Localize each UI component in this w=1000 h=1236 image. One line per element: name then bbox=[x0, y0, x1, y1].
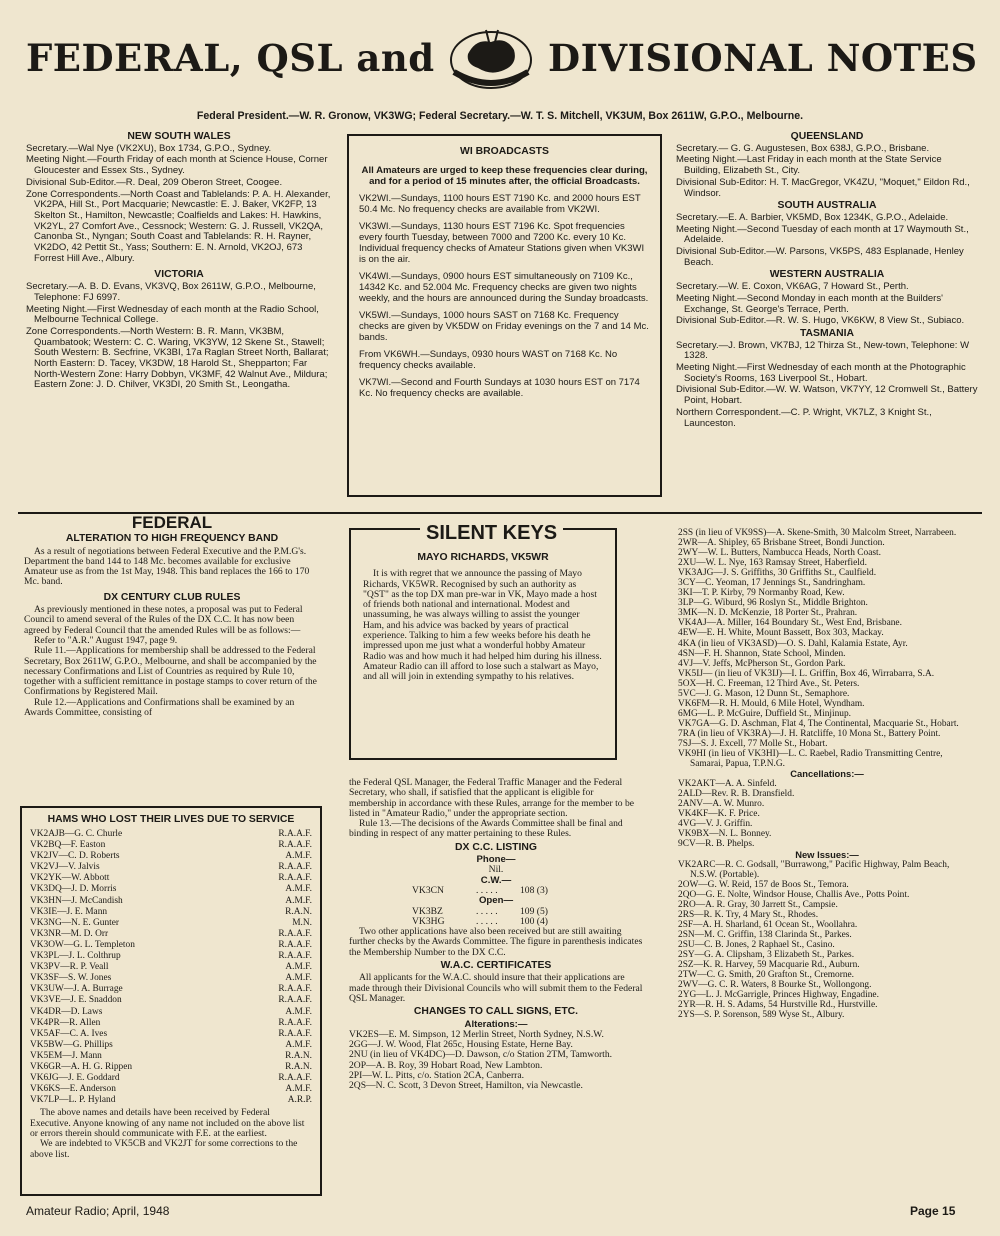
call-change-entry: VK3AJG—J. S. Griffiths, 30 Griffiths St., Caulfield. bbox=[678, 568, 877, 579]
vic-meeting: Meeting Night.—First Wednesday of each month at the Radio School, Melbourne Technical College. bbox=[26, 303, 319, 326]
ham-row bbox=[30, 851, 312, 862]
ham-row bbox=[30, 873, 312, 884]
call-change-entry: 4SN—F. H. Shannon, State School, Minden. bbox=[678, 648, 846, 659]
new-issue-entry: 2YR—R. H. S. Adams, 54 Hurstville Rd., Hurstville. bbox=[678, 1000, 878, 1011]
ham-service: R.A.A.F. bbox=[278, 951, 312, 962]
wa-secretary: Secretary.—W. E. Coxon, VK6AG, 7 Howard St., Perth. bbox=[676, 281, 909, 293]
vic-zones: Zone Correspondents.—North Western: B. R. Mann, VK3BM, Quambatook; Western: C. C. Waring, VK3YW, 12 Skene St., Stawell; South Western: B. Secfrine, VK3BI, 17a Raglan Street North, Ballarat; North Eastern: D. Tacey, VK3DW, 18 Harold St., Shepparton; Far North-Western Zone: Harry Dobbyn, VK3MF, 42 Walnut Ave., Mildura; Eastern Zone: J. D. Chilver, VK3DI, 20 Smith St., Leongatha. bbox=[26, 325, 329, 391]
federal-heading: FEDERAL bbox=[131, 513, 213, 532]
hams-list bbox=[30, 829, 312, 1106]
ham-service: R.A.A.F. bbox=[278, 873, 312, 884]
hams-heading: HAMS WHO LOST THEIR LIVES DUE TO SERVICE bbox=[47, 814, 295, 825]
hams-memorial-box bbox=[20, 806, 322, 1196]
ham-service: A.M.F. bbox=[285, 1006, 312, 1017]
call-change-entry: 4EW—E. H. White, Mount Bassett, Box 303, Mackay. bbox=[678, 628, 884, 639]
ham-name: VK3VE—J. E. Snaddon bbox=[30, 995, 122, 1006]
new-issue-entry: 2SF—A. H. Sharland, 61 Ocean St., Woollahra. bbox=[678, 919, 858, 930]
ham-row bbox=[30, 1073, 312, 1084]
phone-nil: Nil. bbox=[488, 864, 504, 876]
wi-vk7: VK7WI.—Second and Fourth Sundays at 1030 hours EST on 7174 Kc. No frequency checks are available. bbox=[359, 377, 640, 399]
open-label: Open— bbox=[478, 895, 514, 907]
ham-name: VK5EM—J. Mann bbox=[30, 1050, 102, 1061]
nsw-subeditor: Divisional Sub-Editor.—R. Deal, 209 Oberon Street, Coogee. bbox=[26, 176, 283, 188]
call-change-entry: VK5IJ— (in lieu of VK3IJ)—I. L. Griffin, Box 46, Wirrabarra, S.A. bbox=[678, 668, 935, 679]
ham-service: R.A.A.F. bbox=[278, 829, 312, 839]
call-change-entry: VK4AJ—A. Miller, 164 Boundary St., West End, Brisbane. bbox=[678, 618, 902, 629]
federal-column bbox=[24, 513, 320, 719]
ham-name: VK2AJB—G. C. Churle bbox=[30, 829, 123, 839]
ham-service: A.R.P. bbox=[287, 1095, 312, 1106]
ham-name: VK3DQ—J. D. Morris bbox=[30, 884, 117, 895]
wi-vk3: VK3WI.—Sundays, 1130 hours EST 7196 Kc. Spot frequencies every fourth Tuesday, between 7000 and 7200 Kc. every 10 Kc. Individual frequency checks of Amateur Stations given when VK3WI is on the air. bbox=[359, 221, 645, 265]
wa-heading: WESTERN AUSTRALIA bbox=[769, 269, 885, 281]
footer-page-number: Page 15 bbox=[910, 1204, 956, 1218]
ham-row bbox=[30, 1018, 312, 1029]
ham-row bbox=[30, 984, 312, 995]
ham-row bbox=[30, 907, 312, 918]
sa-subeditor: Divisional Sub-Editor.—W. Parsons, VK5PS, 483 Esplanade, Henley Beach. bbox=[676, 246, 964, 268]
ham-row bbox=[30, 1040, 312, 1051]
tas-northern: Northern Correspondent.—C. P. Wright, VK7LZ, 3 Knight St., Launceston. bbox=[676, 406, 932, 429]
call-change-entry: 6MG—L. P. McGuire, Duffield St., Minjinup. bbox=[678, 708, 852, 719]
hf-band-heading: ALTERATION TO HIGH FREQUENCY BAND bbox=[65, 533, 279, 545]
cancellation-entry: VK2AKT—A. A. Sinfeld. bbox=[678, 779, 777, 790]
dxcc-intro: As previously mentioned in these notes, a proposal was put to Federal Council to amend several of the Rules of the DX C.C. It has now been agreed by Federal Council that the amended Rules will be as follows:— bbox=[24, 604, 303, 636]
title-left: FEDERAL, QSL and bbox=[26, 36, 435, 80]
tas-heading: TASMANIA bbox=[799, 327, 855, 339]
ham-service: A.M.F. bbox=[285, 1084, 312, 1095]
wireless-institute-emblem-icon bbox=[446, 24, 536, 94]
wi-vk4: VK4WI.—Sundays, 0900 hours EST simultaneously on 7109 Kc., 14342 Kc. and 52.004 Mc. Frequency checks are given two nights weekly, and the hours are announced during the Sunday broadcasts. bbox=[359, 271, 649, 304]
vic-heading: VICTORIA bbox=[154, 269, 204, 281]
call-change-entry: 3LP—G. Wiburd, 96 Roslyn St., Middle Brighton. bbox=[678, 598, 868, 609]
ham-row bbox=[30, 1062, 312, 1073]
hf-band-text: As a result of negotiations between Federal Executive and the P.M.G's. Department the band 144 to 148 Mc. becomes available for exclusive Amateur use as from the 1st May, 1948. This band replaces the 166 to 170 Mc. band. bbox=[24, 545, 310, 588]
rule-13: Rule 13.—The decisions of the Awards Committee shall be final and binding in respect of any matter pertaining to these Rules. bbox=[349, 818, 623, 840]
nsw-meeting: Meeting Night.—Fourth Friday of each month at Science House, Corner Gloucester and Essex Sts., Sydney. bbox=[26, 154, 328, 177]
silent-keys-heading: SILENT KEYS bbox=[420, 522, 563, 545]
wac-heading: W.A.C. CERTIFICATES bbox=[440, 960, 552, 972]
ham-name: VK5BW—G. Phillips bbox=[30, 1039, 113, 1050]
wi-intro: All Amateurs are urged to keep these frequencies clear during, and for a period of 15 minutes after, the official Broadcasts. bbox=[361, 165, 648, 187]
call-change-entry: 2WR—A. Shipley, 65 Brisbane Street, Bondi Junction. bbox=[678, 538, 885, 549]
ham-service: R.A.A.F. bbox=[278, 984, 312, 995]
ham-name: VK2VJ—V. Jalvis bbox=[30, 862, 100, 873]
ham-row bbox=[30, 962, 312, 973]
new-issue-entry: VK2ARC—R. C. Godsall, "Burrawong," Pacific Highway, Palm Beach, N.S.W. (Portable). bbox=[678, 859, 950, 880]
ham-name: VK6JG—J. E. Goddard bbox=[30, 1073, 120, 1084]
ham-row bbox=[30, 1095, 312, 1106]
hams-note-2: We are indebted to VK5CB and VK2JT for some corrections to the above list. bbox=[30, 1138, 298, 1160]
alteration-entry: 2OP—A. B. Roy, 39 Hobart Road, New Lambton. bbox=[349, 1059, 543, 1071]
ham-name: VK6KS—E. Anderson bbox=[30, 1084, 116, 1095]
ham-name: VK3OW—G. L. Templeton bbox=[30, 939, 135, 950]
new-issue-entry: 2TW—C. G. Smith, 20 Grafton St., Cremorne. bbox=[678, 970, 855, 981]
dx-call: VK3CN bbox=[412, 884, 444, 896]
ham-row bbox=[30, 1051, 312, 1062]
ham-service: R.A.N. bbox=[285, 906, 312, 917]
dx-score: 100 (4) bbox=[520, 915, 548, 927]
ham-name: VK2BQ—F. Easton bbox=[30, 840, 106, 851]
call-change-entry: VK6FM—R. H. Mould, 6 Mile Hotel, Wyndham. bbox=[678, 698, 865, 709]
wi-heading: WI BROADCASTS bbox=[460, 146, 549, 157]
alteration-entry: 2GG—J. W. Wood, Flat 265c, Housing Estate, Herne Bay. bbox=[349, 1039, 573, 1051]
alteration-entry: 2PI—W. L. Pitts, c/o. Station 2CA, Canberra. bbox=[349, 1070, 524, 1082]
ham-name: VK7LP—L. P. Hyland bbox=[30, 1095, 116, 1106]
ham-name: VK3PL—J. L. Colthrup bbox=[30, 951, 121, 962]
ham-name: VK2YK—W. Abbott bbox=[30, 873, 110, 884]
nsw-secretary: Secretary.—Wal Nye (VK2XU), Box 1734, G.P.O., Sydney. bbox=[26, 142, 272, 154]
wa-subeditor: Divisional Sub-Editor.—R. W. S. Hugo, VK6KW, 8 View St., Subiaco. bbox=[676, 315, 965, 327]
dx-call: VK3BZ bbox=[412, 905, 443, 917]
new-issue-entry: 2SN—M. C. Griffin, 138 Clarinda St., Parkes. bbox=[678, 929, 852, 940]
ham-row bbox=[30, 1084, 312, 1095]
nsw-vic-column bbox=[26, 130, 332, 392]
dxcc-rule-12: Rule 12.—Applications and Confirmations shall be examined by an Awards Committee, consisting of bbox=[24, 696, 295, 719]
footer-publication: Amateur Radio; April, 1948 bbox=[26, 1204, 170, 1218]
sa-heading: SOUTH AUSTRALIA bbox=[777, 200, 877, 212]
tas-subeditor: Divisional Sub-Editor.—W. W. Watson, VK7YY, 12 Cromwell St., Battery Point, Hobart. bbox=[676, 384, 978, 407]
ham-name: VK4PR—R. Allen bbox=[30, 1017, 101, 1028]
ham-row bbox=[30, 840, 312, 851]
wi-vk6: From VK6WH.—Sundays, 0930 hours WAST on 7168 Kc. No frequency checks available. bbox=[359, 349, 618, 371]
qld-heading: QUEENSLAND bbox=[790, 131, 864, 142]
call-change-entry: 2XU—W. L. Nye, 163 Ramsay Street, Haberfield. bbox=[678, 558, 867, 569]
ham-row bbox=[30, 862, 312, 873]
ham-row bbox=[30, 1029, 312, 1040]
call-change-entry: VK9HI (in lieu of VK3HI)—L. C. Raebel, Radio Transmitting Centre, Samarai, Papua, T.P.N.G. bbox=[678, 749, 943, 770]
ham-service: R.A.A.F. bbox=[278, 840, 312, 851]
qld-meeting: Meeting Night.—Last Friday in each month at the State Service Building, Elizabeth St., City. bbox=[676, 154, 942, 177]
dxcc-refer: Refer to "A.R." August 1947, page 9. bbox=[34, 634, 178, 646]
wa-meeting: Meeting Night.—Second Monday in each month at the Builders' Exchange, St. George's Terrace, Perth. bbox=[676, 292, 943, 315]
ham-row bbox=[30, 929, 312, 940]
call-change-entry: 5VC—J. G. Mason, 12 Dunn St., Semaphore. bbox=[678, 688, 850, 699]
ham-service: R.A.N. bbox=[285, 1050, 312, 1061]
new-issue-entry: 2YG—L. J. McGarrigle, Princes Highway, Engadine. bbox=[678, 990, 879, 1001]
tas-secretary: Secretary.—J. Brown, VK7BJ, 12 Thirza St., New-town, Telephone: W 1328. bbox=[676, 339, 970, 362]
new-issue-entry: 2SU—C. B. Jones, 2 Raphael St., Casino. bbox=[678, 939, 835, 950]
ham-row bbox=[30, 995, 312, 1006]
dx-row: VK3CN . . . . . 108 (3) bbox=[349, 886, 643, 896]
ham-name: VK5AF—C. A. Ives bbox=[30, 1028, 108, 1039]
cancellation-entry: 2ANV—A. W. Munro. bbox=[678, 799, 765, 810]
vic-secretary: Secretary.—A. B. D. Evans, VK3VQ, Box 2611W, G.P.O., Melbourne, Telephone: FJ 6997. bbox=[26, 281, 316, 303]
new-issue-entry: 2RS—R. K. Try, 4 Mary St., Rhodes. bbox=[678, 909, 819, 920]
ham-service: R.A.A.F. bbox=[278, 1028, 312, 1039]
ham-row bbox=[30, 884, 312, 895]
ham-service: R.A.A.F. bbox=[278, 1017, 312, 1028]
ham-service: M.N. bbox=[292, 917, 312, 928]
cancellation-entry: 4VG—V. J. Griffin. bbox=[678, 819, 753, 830]
ham-name: VK3NR—M. D. Orr bbox=[30, 928, 109, 939]
dx-call: VK3HG bbox=[412, 915, 445, 927]
ham-name: VK3HN—J. McCandish bbox=[30, 895, 123, 906]
call-change-entry: VK7GA—G. D. Aschman, Flat 4, The Continental, Macquarie St., Hobart. bbox=[678, 718, 959, 729]
ham-row bbox=[30, 951, 312, 962]
wi-broadcasts-box bbox=[347, 134, 662, 497]
cancellation-entry: 2ALD—Rev. R. B. Dransfield. bbox=[678, 789, 795, 800]
call-change-entry: 7RA (in lieu of VK3RA)—J. H. Ratcliffe, 10 Mona St., Battery Point. bbox=[678, 728, 941, 739]
ham-row bbox=[30, 896, 312, 907]
ham-name: VK6GR—A. H. G. Rippen bbox=[30, 1061, 133, 1072]
dx-listing-heading: DX C.C. LISTING bbox=[455, 841, 537, 853]
wi-vk2: VK2WI.—Sundays, 1100 hours EST 7190 Kc. and 2000 hours EST 50.4 Mc. No frequency checks are available from VK2WI. bbox=[359, 193, 641, 215]
silent-keys-text: It is with regret that we announce the passing of Mayo Richards, VK5WR. Recognised by such an authority as "QST" as the top DX man pre-war in VK, Mayo made a host of friends both national and international. Modest and unassuming, he was always willing to assist the younger Ham, and his advice was backed by years of practical experience. Talking to him a few weeks before his death he impressed upon me just what a wonderful hobby Amateur Radio was and how much it had helped him during his illness. Amateur Radio can ill afford to lose such a stalwart as Mayo, and all will join in extending sympathy to his relatives. bbox=[363, 568, 602, 683]
call-signs-column bbox=[678, 528, 976, 1020]
alteration-entry: 2QS—N. C. Scott, 3 Devon Street, Hamilton, via Newcastle. bbox=[349, 1080, 583, 1092]
new-issues-label: New Issues:— bbox=[795, 848, 859, 860]
dx-row: VK3BZ . . . . . 109 (5) bbox=[349, 907, 643, 917]
ham-name: VK3UW—J. A. Burrage bbox=[30, 984, 123, 995]
new-issue-entry: 2SZ—K. R. Harvey, 59 Macquarie Rd., Auburn. bbox=[678, 960, 860, 971]
ham-service: R.A.A.F. bbox=[278, 995, 312, 1006]
call-changes-heading: CHANGES TO CALL SIGNS, ETC. bbox=[413, 1006, 579, 1018]
ham-service: R.A.A.F. bbox=[278, 939, 312, 950]
ham-service: A.M.F. bbox=[285, 962, 312, 973]
ham-service: R.A.A.F. bbox=[278, 862, 312, 873]
cancellation-entry: VK9BX—N. L. Bonney. bbox=[678, 829, 772, 840]
title-right: DIVISIONAL NOTES bbox=[548, 36, 978, 80]
new-issue-entry: 2OW—G. W. Reid, 157 de Boos St., Temora. bbox=[678, 879, 849, 890]
ham-name: VK3SF—S. W. Jones bbox=[30, 973, 112, 984]
dxcc-rule-11: Rule 11.—Applications for membership shall be addressed to the Federal Secretary, Box 2611W, G.P.O., Melbourne, and shall be accompanied by the necessary Confirmations and List of Countries as required by Rule 10, together with a sufficient remittance in postage stamps to cover return of the Confirmations by Registered Mail. bbox=[24, 645, 317, 698]
new-issue-entry: 2SY—G. A. Clipsham, 3 Elizabeth St., Parkes. bbox=[678, 949, 855, 960]
cancellation-entry: 9CV—R. B. Phelps. bbox=[678, 839, 755, 850]
dx-score: 108 (3) bbox=[520, 884, 548, 896]
wac-text: All applicants for the W.A.C. should insure that their applications are made through their Divisional Councils who will submit them to the Federal QSL Manager. bbox=[349, 972, 643, 1004]
tas-meeting: Meeting Night.—First Wednesday of each month at the Photographic Society's Rooms, 163 Liverpool St., Hobart. bbox=[676, 362, 966, 384]
ham-name: VK3NG—N. E. Gunter bbox=[30, 917, 120, 928]
alterations-label: Alterations:— bbox=[464, 1018, 528, 1030]
ham-service: A.M.F. bbox=[285, 851, 312, 862]
states-column bbox=[676, 130, 978, 430]
new-issue-entry: 2YS—S. P. Sorenson, 589 Wyse St., Albury. bbox=[678, 1010, 845, 1021]
alteration-entry: VK2ES—E. M. Simpson, 12 Merlin Street, North Sydney, N.S.W. bbox=[349, 1028, 604, 1040]
ham-row bbox=[30, 829, 312, 840]
call-change-entry: 2SS (in lieu of VK9SS)—A. Skene-Smith, 30 Malcolm Street, Narrabeen. bbox=[678, 528, 957, 538]
nsw-zones: Zone Correspondents.—North Coast and Tablelands: P. A. H. Alexander, VK2PA, Hill St., Port Macquarie; Newcastle: E. J. Baker, VK2FP, 13 Skelton St., Hamilton, Newcastle; Coalfields and Lakes: H. Hawkins, VK2YL, 27 Comfort Ave., Cessnock; Western: G. J. Russell, VK2QA, Canonba St., Nyngan; South Coast and Tablelands: R. H. Rayner, VK2DO, 42 Pettit St., Yass; Southern: E. N. Arnold, VK2OJ, 673 Forrest Hill Ave., Albury. bbox=[26, 188, 331, 264]
alteration-entry: 2NU (in lieu of VK4DC)—D. Dawson, c/o Station 2TM, Tamworth. bbox=[349, 1049, 613, 1061]
cw-label: C.W.— bbox=[480, 874, 512, 886]
call-change-entry: 3MK—N. D. McKenzie, 18 Porter St., Prahran. bbox=[678, 608, 858, 619]
ham-service: R.A.A.F. bbox=[278, 928, 312, 939]
ham-name: VK3PV—R. P. Veall bbox=[30, 962, 109, 973]
dx-note: Two other applications have also been received but are still awaiting further checks by the Awards Committee. The figure in parenthesis indicates the Membership Number to the DX C.C. bbox=[349, 926, 643, 958]
ham-row bbox=[30, 1007, 312, 1018]
dx-score: 109 (5) bbox=[520, 905, 548, 917]
new-issue-entry: 2WV—G. C. R. Waters, 8 Bourke St., Wollongong. bbox=[678, 980, 872, 991]
ham-service: R.A.N. bbox=[285, 1061, 312, 1072]
sa-secretary: Secretary.—E. A. Barbier, VK5MD, Box 1234K, G.P.O., Adelaide. bbox=[676, 211, 949, 223]
rule-12-cont: the Federal QSL Manager, the Federal Traffic Manager and the Federal Secretary, who shall, if satisfied that the applicant is eligible for membership in accordance with these Rules, arrange for the member to be listed in "Amateur Radio," under the appropriate section. bbox=[349, 777, 635, 819]
ham-row bbox=[30, 918, 312, 929]
ham-service: A.M.F. bbox=[285, 884, 312, 895]
silent-keys-box bbox=[349, 528, 617, 760]
cancellation-entry: VK4KF—K. F. Price. bbox=[678, 809, 760, 820]
cancellations-label: Cancellations:— bbox=[790, 768, 864, 780]
qld-secretary: Secretary.— G. G. Augustesen, Box 638J, G.P.O., Brisbane. bbox=[676, 142, 930, 154]
ham-service: A.M.F. bbox=[285, 895, 312, 906]
call-change-entry: 4VJ—V. Jeffs, McPherson St., Gordon Park. bbox=[678, 658, 846, 669]
dx-row: VK3HG . . . . . 100 (4) bbox=[349, 917, 643, 927]
nsw-heading: NEW SOUTH WALES bbox=[127, 131, 231, 142]
silent-keys-subheading: MAYO RICHARDS, VK5WR bbox=[417, 552, 549, 563]
ham-row bbox=[30, 973, 312, 984]
call-change-entry: 5OX—H. C. Freeman, 12 Third Ave., St. Peters. bbox=[678, 678, 860, 689]
dxcc-rules-heading: DX CENTURY CLUB RULES bbox=[103, 591, 241, 603]
ham-service: A.M.F. bbox=[285, 1039, 312, 1050]
wi-vk5: VK5WI.—Sundays, 1000 hours SAST on 7168 Kc. Frequency checks are given by VK5DW on Friday evenings on the 7 and 14 Mc. bands. bbox=[359, 310, 649, 343]
middle-column bbox=[349, 778, 643, 1092]
call-change-entry: 3CY—C. Yeoman, 17 Jennings St., Sandringham. bbox=[678, 578, 866, 589]
call-change-entry: 7SJ—S. J. Excell, 77 Molle St., Hobart. bbox=[678, 738, 828, 749]
ham-service: R.A.A.F. bbox=[278, 1073, 312, 1084]
ham-name: VK3IE—J. E. Mann bbox=[30, 906, 108, 917]
call-change-entry: 2WY—W. L. Butters, Nambucca Heads, North Coast. bbox=[678, 548, 881, 559]
ham-service: A.M.F. bbox=[285, 973, 312, 984]
hams-note-1: The above names and details have been received by Federal Executive. Anyone knowing of any name not included on the above list or errors therein should communicate with F.E. at the earliest. bbox=[30, 1107, 305, 1139]
ham-name: VK4DR—D. Laws bbox=[30, 1006, 103, 1017]
qld-subeditor: Divisional Sub-Editor: H. T. MacGregor, VK4ZU, "Moquet," Eildon Rd., Windsor. bbox=[676, 176, 970, 199]
phone-label: Phone— bbox=[476, 854, 516, 866]
new-issue-entry: 2QO—G. E. Nolte, Windsor House, Challis Ave., Potts Point. bbox=[678, 889, 910, 900]
ham-row bbox=[30, 940, 312, 951]
ham-name: VK2JV—C. D. Roberts bbox=[30, 851, 120, 862]
call-change-entry: 3KI—T. P. Kirby, 79 Normanby Road, Kew. bbox=[678, 588, 845, 599]
call-change-entry: 4KA (in lieu of VK3ASD)—O. S. Dahl, Kalamia Estate, Ayr. bbox=[678, 638, 908, 649]
new-issue-entry: 2RO—A. R. Gray, 30 Jarrett St., Campsie. bbox=[678, 899, 838, 910]
federal-officers-line: Federal President.—W. R. Gronow, VK3WG; Federal Secretary.—W. T. S. Mitchell, VK3UM, Box 2611W, G.P.O., Melbourne. bbox=[196, 110, 804, 122]
sa-meeting: Meeting Night.—Second Tuesday of each month at 17 Waymouth St., Adelaide. bbox=[676, 223, 969, 246]
